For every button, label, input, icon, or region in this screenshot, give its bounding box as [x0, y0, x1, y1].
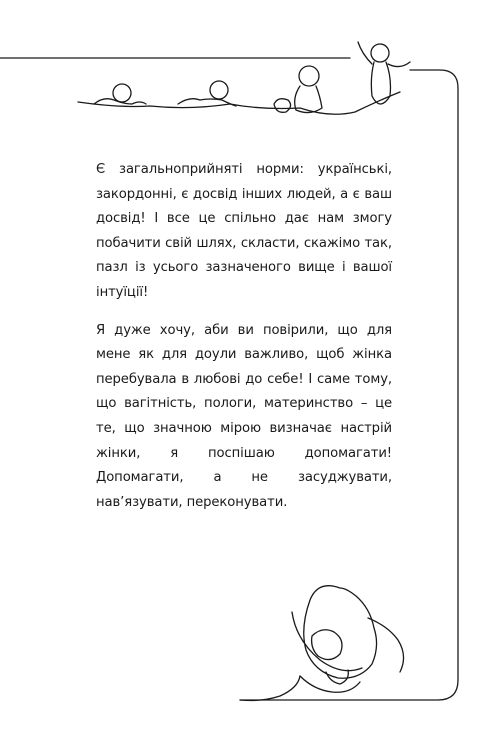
main-text [96, 158, 392, 528]
paragraph-2: Я дуже хочу, аби ви повірили, що для мене як для доули важливо, щоб жінка перебувала в любові до себе! І саме тому, що вагітність, пологи, материнство – це те, що значною мірою визначає настрій жінки, я поспішаю допомагати! Допомагати, а не засуджувати, нав’язувати, переконувати. [96, 322, 392, 510]
paragraph-1: Є загальноприйняті норми: українські, закордонні, є досвід інших людей, а є ваш досвід! І все це спільно дає нам змогу побачити свій шлях, скласти, скажімо так, пазл із усього зазначеного вище і вашої інтуїції! [96, 162, 392, 300]
baby-growth-icon [78, 42, 410, 114]
mother-child-icon [240, 586, 404, 701]
